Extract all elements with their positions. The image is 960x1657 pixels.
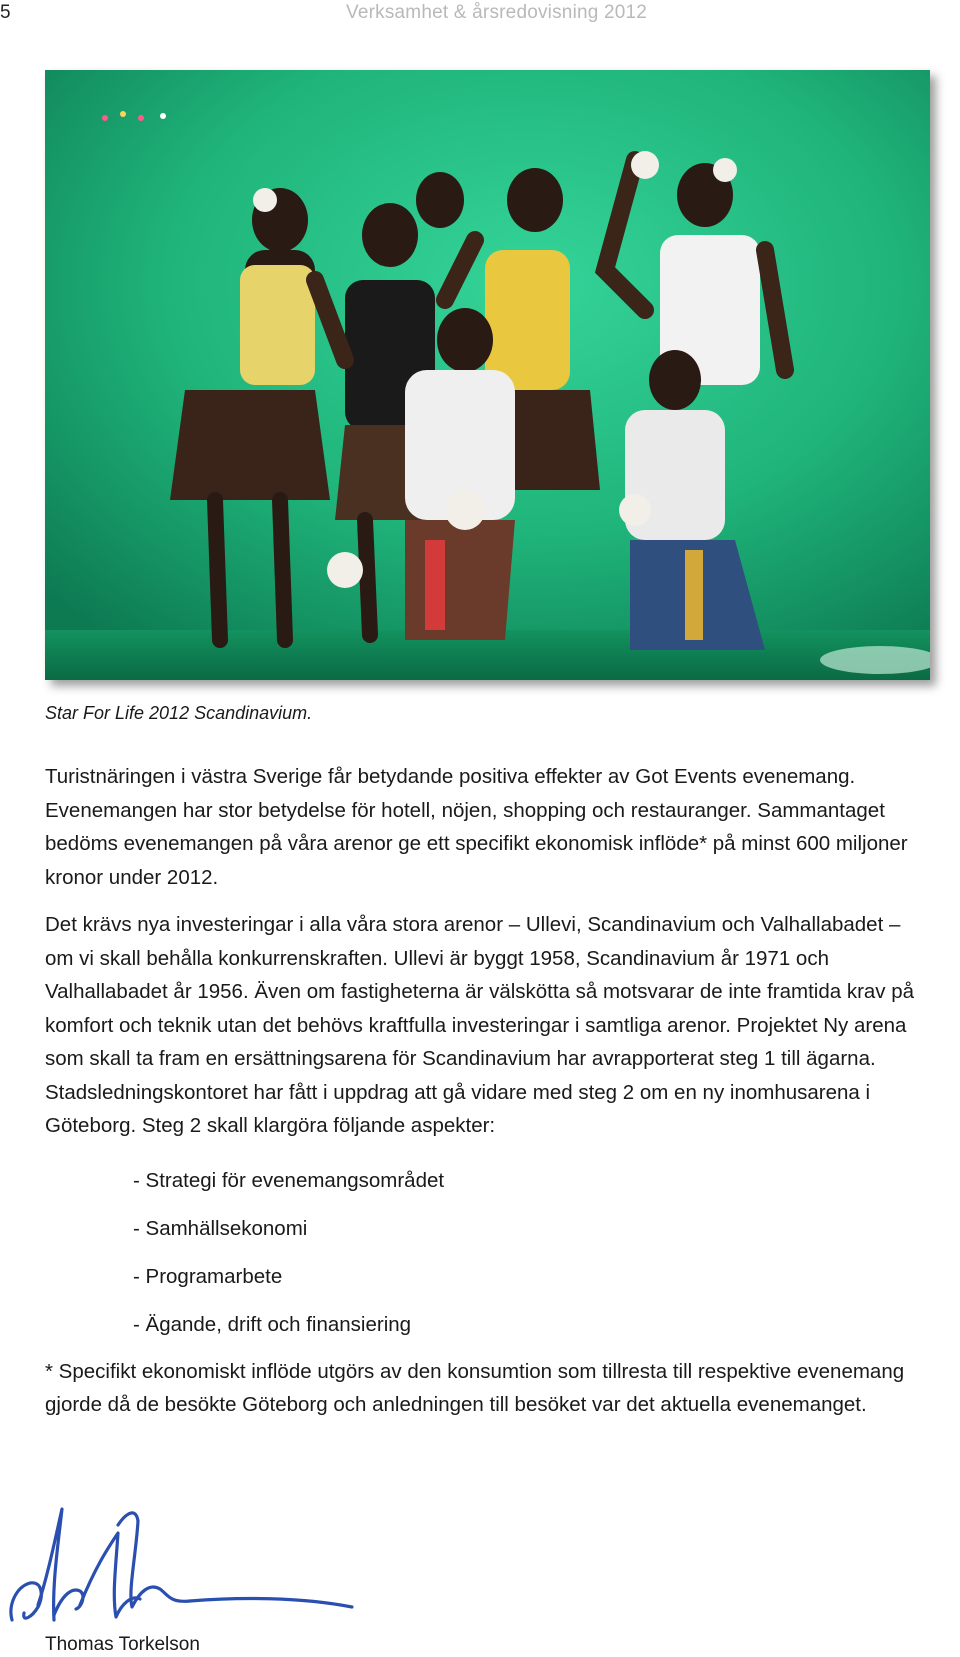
paragraph-investments: Det krävs nya investeringar i alla våra stora arenor – Ullevi, Scandinavium och Valhallabadet – om vi skall behålla konkurrenskraften. Ullevi är byggt 1958, Scandinavium år 1971 och Valhallabadet år 1956. Även om fastigheterna är välskötta så motsvarar de inte framtida krav på komfort och teknik utan det behövs kraftfulla investeringar i samtliga arenor. Projektet Ny arena som skall ta fram en ersättningsarena för Scandinavium har avrapporterat steg 1 till ägarna. Stadsledningskontoret har fått i uppdrag att gå vidare med steg 2 om en ny inomhusarena i Göteborg. Steg 2 skall klargöra följande aspekter: <box>45 913 915 1137</box>
photo-caption: Star For Life 2012 Scandinavium. <box>45 703 313 723</box>
stage-photo-illustration <box>45 70 930 680</box>
footnote: * Specifikt ekonomiskt inflöde utgörs av den konsumtion som tillresta till respektive evenemang gjorde då de besökte Göteborg och anledningen till besöket var det aktuella evenemanget. <box>45 1359 905 1416</box>
signature-icon <box>0 1495 390 1635</box>
running-header: Verksamhet & årsredovisning 2012 <box>346 2 648 23</box>
stage-photo <box>45 70 930 680</box>
signer-name: Thomas Torkelson <box>45 1634 200 1655</box>
page-number: 5 <box>0 2 11 23</box>
list-item: - Ägande, drift och finansiering <box>133 1312 412 1336</box>
article-body <box>45 760 925 1436</box>
list-item: - Programarbete <box>133 1264 283 1288</box>
list-item: - Samhällsekonomi <box>133 1216 308 1240</box>
aspects-list <box>45 1157 925 1349</box>
handwritten-signature <box>0 1495 390 1635</box>
paragraph-tourism: Turistnäringen i västra Sverige får betydande positiva effekter av Got Events evenemang. Evenemangen har stor betydelse för hotell, nöjen, shopping och restauranger. Sammantaget bedöms evenemangen på våra arenor ge ett specifikt ekonomisk inflöde* på minst 600 miljoner kronor under 2012. <box>45 765 908 889</box>
list-item: - Strategi för evenemangsområdet <box>133 1168 445 1192</box>
